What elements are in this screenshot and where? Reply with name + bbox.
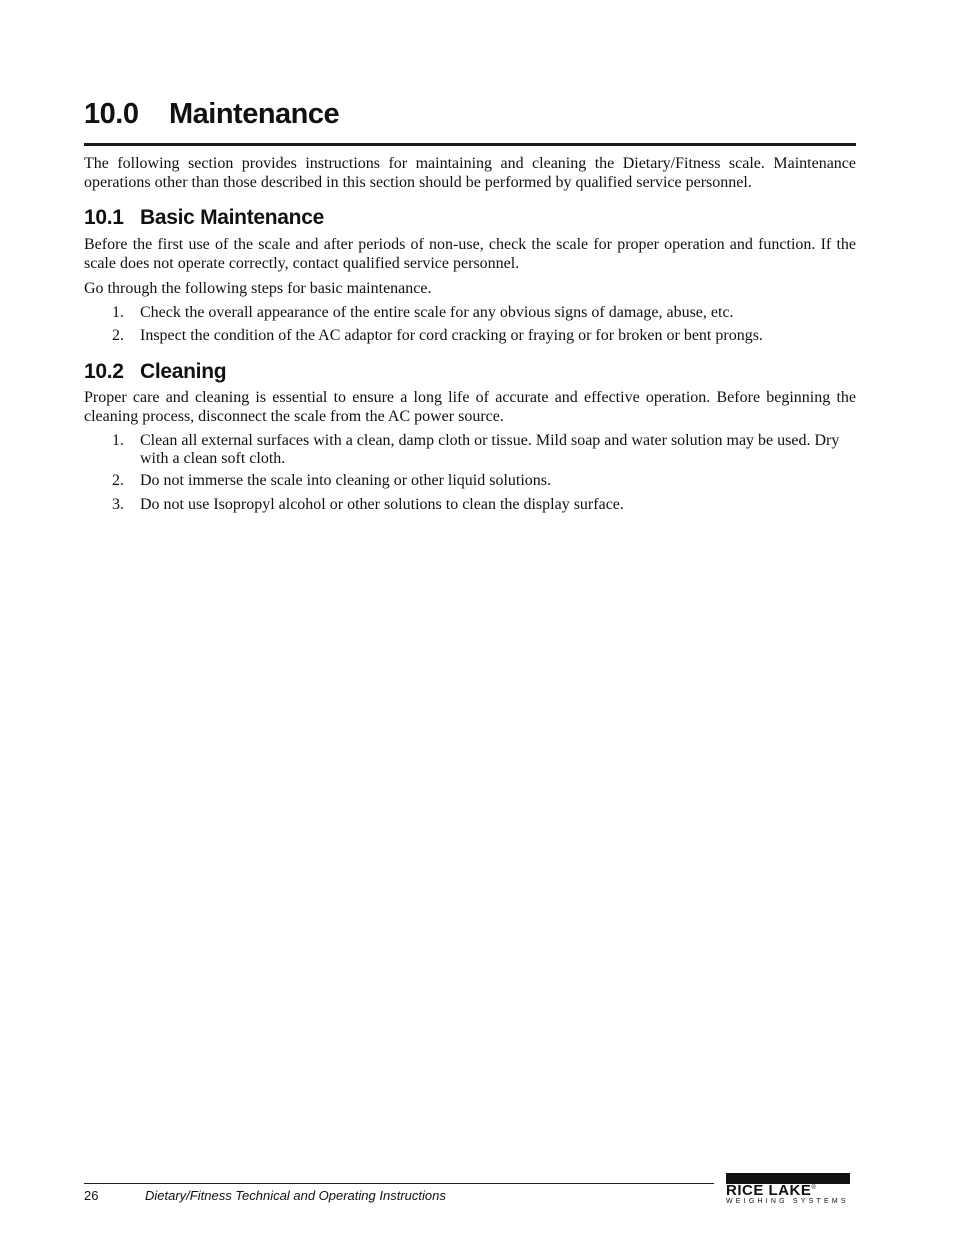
basic-maintenance-paragraph: Before the first use of the scale and after periods of non-use, check the scale for proper operation and function. If the scale does not operate correctly, contact qualified service personnel.	[84, 236, 856, 272]
rice-lake-logo	[722, 1173, 854, 1207]
logo-wordmark: RICE LAKE®	[726, 1182, 817, 1199]
list-item	[84, 496, 856, 514]
section-heading-basic-maintenance	[84, 206, 856, 230]
footer-page-number: 26	[84, 1188, 99, 1203]
chapter-title	[84, 98, 856, 131]
cleaning-paragraph: Proper care and cleaning is essential to ensure a long life of accurate and effective operation. Before beginning the cleaning process, disconnect the scale from the AC power source.	[84, 389, 856, 425]
logo-subtitle: WEIGHING SYSTEMS	[726, 1198, 849, 1205]
basic-maintenance-intro-steps: Go through the following steps for basic maintenance.	[84, 280, 432, 297]
list-item	[84, 472, 856, 490]
list-item-text: Do not immerse the scale into cleaning or other liquid solutions.	[140, 472, 552, 489]
list-item	[84, 432, 856, 468]
list-item-number: 2.	[112, 472, 124, 489]
footer-rule	[84, 1183, 714, 1184]
list-item-number: 1.	[112, 304, 124, 321]
chapter-number: 10.0	[84, 98, 139, 130]
section-heading-cleaning	[84, 360, 856, 384]
list-item-number: 3.	[112, 496, 124, 513]
chapter-rule	[84, 143, 856, 146]
section-number: 10.1	[84, 206, 124, 229]
chapter-name: Maintenance	[169, 98, 340, 130]
footer-doc-title: Dietary/Fitness Technical and Operating Instructions	[145, 1188, 446, 1203]
section-title: Basic Maintenance	[140, 206, 324, 229]
list-item-number: 2.	[112, 327, 124, 344]
list-item	[84, 327, 856, 345]
list-item-text: Inspect the condition of the AC adaptor for cord cracking or fraying or for broken or bent prongs.	[140, 327, 763, 344]
section-number: 10.2	[84, 360, 124, 383]
intro-paragraph: The following section provides instructions for maintaining and cleaning the Dietary/Fitness scale. Maintenance operations other than those described in this section should be performed by qualified service personnel.	[84, 155, 856, 191]
list-item-text: Do not use Isopropyl alcohol or other solutions to clean the display surface.	[140, 496, 624, 513]
section-title: Cleaning	[140, 360, 227, 383]
list-item-text: Clean all external surfaces with a clean, damp cloth or tissue. Mild soap and water solution may be used. Dry with a clean soft cloth.	[140, 432, 840, 467]
list-item-number: 1.	[112, 432, 124, 449]
list-item-text: Check the overall appearance of the entire scale for any obvious signs of damage, abuse, etc.	[140, 304, 734, 321]
list-item	[84, 304, 856, 322]
